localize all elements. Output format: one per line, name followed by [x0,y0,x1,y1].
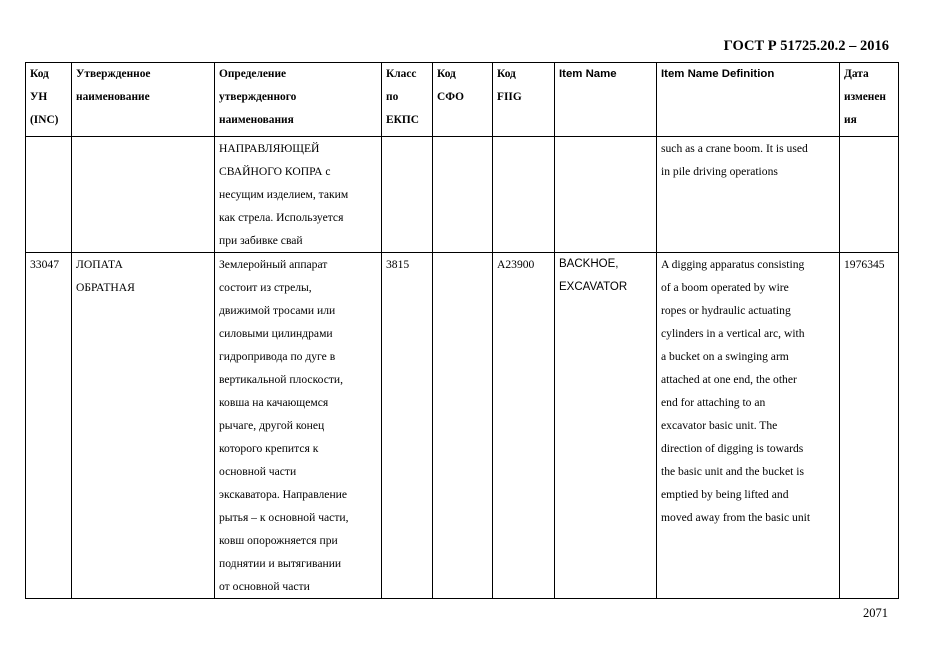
text-line: such as a crane boom. It is used [661,142,808,155]
text-line: ropes or hydraulic actuating [661,304,791,317]
col-header-item-definition [657,63,840,137]
col-header-ekps-class [382,63,433,137]
text-line: A digging apparatus consisting [661,258,805,271]
text-line: end for attaching to an [661,396,766,409]
text-line: moved away from the basic unit [661,511,811,524]
text-line: Код [437,68,456,80]
text-line: Определение [219,68,287,80]
cell-approved-name [72,253,215,599]
text-line: от основной части [219,580,310,593]
text-line: поднятии и вытягивании [219,557,342,570]
cell-change-date: 1976345 [840,253,899,599]
text-line: ЕКПС [386,114,419,126]
cell-approved-name [72,137,215,253]
text-line: ОБРАТНАЯ [76,281,135,294]
catalog-table [25,62,899,599]
text-line: emptied by being lifted and [661,488,789,501]
text-line: как стрела. Используется [219,211,344,224]
table-header-row [26,63,899,137]
text-line: in pile driving operations [661,165,778,178]
cell-ekps-class [382,137,433,253]
col-header-item-name [555,63,657,137]
text-line: СВАЙНОГО КОПРА с [219,165,331,178]
text-line: Код [30,68,49,80]
text-line: Землеройный аппарат [219,258,328,271]
cell-sfo-code [433,137,493,253]
text-line: по [386,91,399,103]
text-line: EXCAVATOR [559,281,628,293]
text-line: ковш опорожняется при [219,534,338,547]
cell-fiig-code [493,137,555,253]
text-line: НАПРАВЛЯЮЩЕЙ [219,142,320,155]
text-line: a bucket on a swinging arm [661,350,789,363]
text-line: несущим изделием, таким [219,188,349,201]
cell-sfo-code [433,253,493,599]
text-line: при забивке свай [219,234,303,247]
text-line: the basic unit and the bucket is [661,465,804,478]
text-line: Дата [844,68,869,80]
text-line: attached at one end, the other [661,373,797,386]
text-line: СФО [437,91,465,103]
text-line: Класс [386,68,417,80]
text-line: excavator basic unit. The [661,419,778,432]
text-line: cylinders in a vertical arc, with [661,327,805,340]
text-line: Код [497,68,516,80]
text-line: рытья – к основной части, [219,511,349,524]
cell-item-name [555,253,657,599]
col-header-change-date [840,63,899,137]
standard-code: ГОСТ Р 51725.20.2 – 2016 [723,38,889,54]
text-line: экскаватора. Направление [219,488,348,501]
text-line: наименование [76,91,150,103]
text-line: ия [844,114,857,126]
cell-definition-en [657,253,840,599]
cell-code-inc [26,137,72,253]
text-line: FIIG [497,91,522,103]
text-line: вертикальной плоскости, [219,373,344,386]
page-number: 2071 [863,606,888,620]
text-line: Item Name [559,68,617,80]
text-line: BACKHOE, [559,258,619,270]
col-header-sfo-code [433,63,493,137]
table-row [26,137,899,253]
text-line: ЛОПАТА [76,258,123,271]
col-header-definition-ru [215,63,382,137]
text-line: ковша на качающемся [219,396,329,409]
cell-code-inc: 33047 [26,253,72,599]
text-line: изменен [844,91,886,103]
text-line: рычаге, другой конец [219,419,325,432]
text-line: УН [30,91,48,103]
text-line: гидропривода по дуге в [219,350,336,363]
cell-definition-ru [215,137,382,253]
text-line: direction of digging is towards [661,442,804,455]
cell-change-date [840,137,899,253]
table-row [26,253,899,599]
text-line: Item Name Definition [661,68,775,80]
cell-item-name [555,137,657,253]
cell-ekps-class: 3815 [382,253,433,599]
text-line: of a boom operated by wire [661,281,789,294]
col-header-fiig-code [493,63,555,137]
text-line: состоит из стрелы, [219,281,312,294]
cell-fiig-code: A23900 [493,253,555,599]
cell-definition-ru [215,253,382,599]
text-line: основной части [219,465,297,478]
text-line: утвержденного [219,91,297,103]
text-line: наименования [219,114,294,126]
text-line: силовыми цилиндрами [219,327,333,340]
col-header-inc [26,63,72,137]
cell-definition-en [657,137,840,253]
text-line: Утвержденное [76,68,151,80]
col-header-approved-name [72,63,215,137]
text-line: которого крепится к [219,442,319,455]
text-line: (INC) [30,114,59,126]
text-line: движимой тросами или [219,304,336,317]
